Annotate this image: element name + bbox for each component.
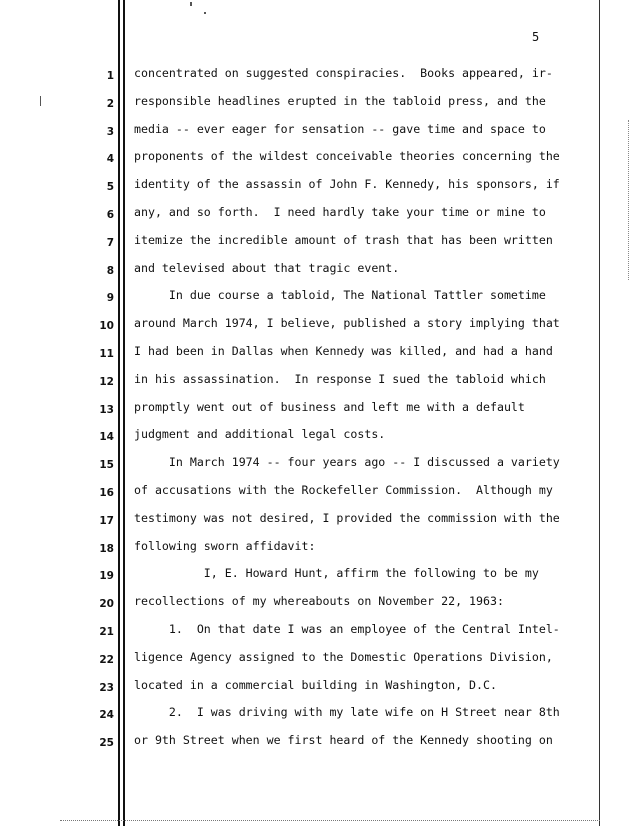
line-number: 12 bbox=[99, 375, 114, 388]
document-line: In March 1974 -- four years ago -- I discussed a variety bbox=[134, 455, 560, 470]
document-line: or 9th Street when we first heard of the Kennedy shooting on bbox=[134, 733, 553, 748]
document-line: promptly went out of business and left me with a default bbox=[134, 399, 525, 414]
document-line: located in a commercial building in Washington, D.C. bbox=[134, 677, 497, 692]
line-number: 21 bbox=[99, 626, 114, 638]
line-number: 9 bbox=[106, 292, 114, 305]
document-line: testimony was not desired, I provided the commission with the bbox=[134, 510, 560, 525]
document-line: of accusations with the Rockefeller Commission. Although my bbox=[134, 483, 553, 497]
line-number: 18 bbox=[99, 542, 114, 555]
document-line: and televised about that tragic event. bbox=[134, 260, 400, 275]
line-number: 19 bbox=[99, 570, 114, 583]
document-line: around March 1974, I believe, published a story implying that bbox=[134, 316, 560, 331]
document-line: In due course a tabloid, The National Tattler sometime bbox=[134, 288, 546, 303]
line-number: 4 bbox=[106, 153, 114, 166]
document-line: recollections of my whereabouts on November 22, 1963: bbox=[134, 594, 504, 609]
line-number: 16 bbox=[99, 487, 114, 499]
line-number: 13 bbox=[99, 403, 114, 416]
left-margin-rule-inner bbox=[123, 0, 125, 826]
line-number: 22 bbox=[99, 653, 114, 666]
left-margin-rule bbox=[118, 0, 120, 826]
document-line: concentrated on suggested conspiracies. Books appeared, ir- bbox=[134, 66, 553, 80]
line-number: 2 bbox=[106, 97, 114, 110]
line-number: 25 bbox=[99, 737, 114, 750]
line-number: 23 bbox=[99, 681, 114, 694]
line-number: 24 bbox=[99, 709, 114, 722]
document-line: I had been in Dallas when Kennedy was killed, and had a hand bbox=[134, 344, 553, 358]
line-number: 20 bbox=[99, 598, 114, 611]
line-number: 7 bbox=[106, 236, 114, 249]
line-number: 1 bbox=[106, 70, 114, 82]
line-number: 15 bbox=[99, 459, 114, 472]
page-number: 5 bbox=[532, 30, 540, 44]
document-line: identity of the assassin of John F. Kennedy, his sponsors, if bbox=[134, 177, 560, 192]
line-number: 5 bbox=[106, 181, 114, 194]
line-number: 6 bbox=[106, 209, 114, 221]
document-line: any, and so forth. I need hardly take your time or mine to bbox=[134, 205, 546, 219]
document-line: itemize the incredible amount of trash that has been written bbox=[134, 232, 553, 247]
document-line: ligence Agency assigned to the Domestic Operations Division, bbox=[134, 649, 553, 664]
document-line: 2. I was driving with my late wife on H Street near 8th bbox=[134, 705, 560, 720]
document-line: 1. On that date I was an employee of the Central Intel- bbox=[134, 622, 560, 636]
scan-edge-bottom bbox=[60, 820, 600, 822]
document-line: judgment and additional legal costs. bbox=[134, 427, 386, 442]
document-line: following sworn affidavit: bbox=[134, 538, 316, 553]
scan-speck bbox=[40, 96, 41, 106]
scan-speck bbox=[204, 12, 206, 14]
scan-speck bbox=[190, 2, 192, 6]
right-margin-rule bbox=[599, 0, 600, 826]
document-line: I, E. Howard Hunt, affirm the following to be my bbox=[134, 566, 539, 581]
scan-edge-right bbox=[628, 120, 630, 280]
document-line: responsible headlines erupted in the tabloid press, and the bbox=[134, 93, 546, 108]
line-number: 3 bbox=[106, 125, 114, 138]
line-number: 17 bbox=[99, 514, 114, 527]
document-line: media -- ever eager for sensation -- gave time and space to bbox=[134, 121, 546, 136]
document-line: proponents of the wildest conceivable theories concerning the bbox=[134, 149, 560, 164]
line-number: 8 bbox=[106, 264, 114, 277]
line-number: 14 bbox=[99, 431, 114, 444]
document-line: in his assassination. In response I sued the tabloid which bbox=[134, 371, 546, 386]
line-number: 11 bbox=[99, 348, 114, 360]
line-number: 10 bbox=[99, 320, 114, 333]
